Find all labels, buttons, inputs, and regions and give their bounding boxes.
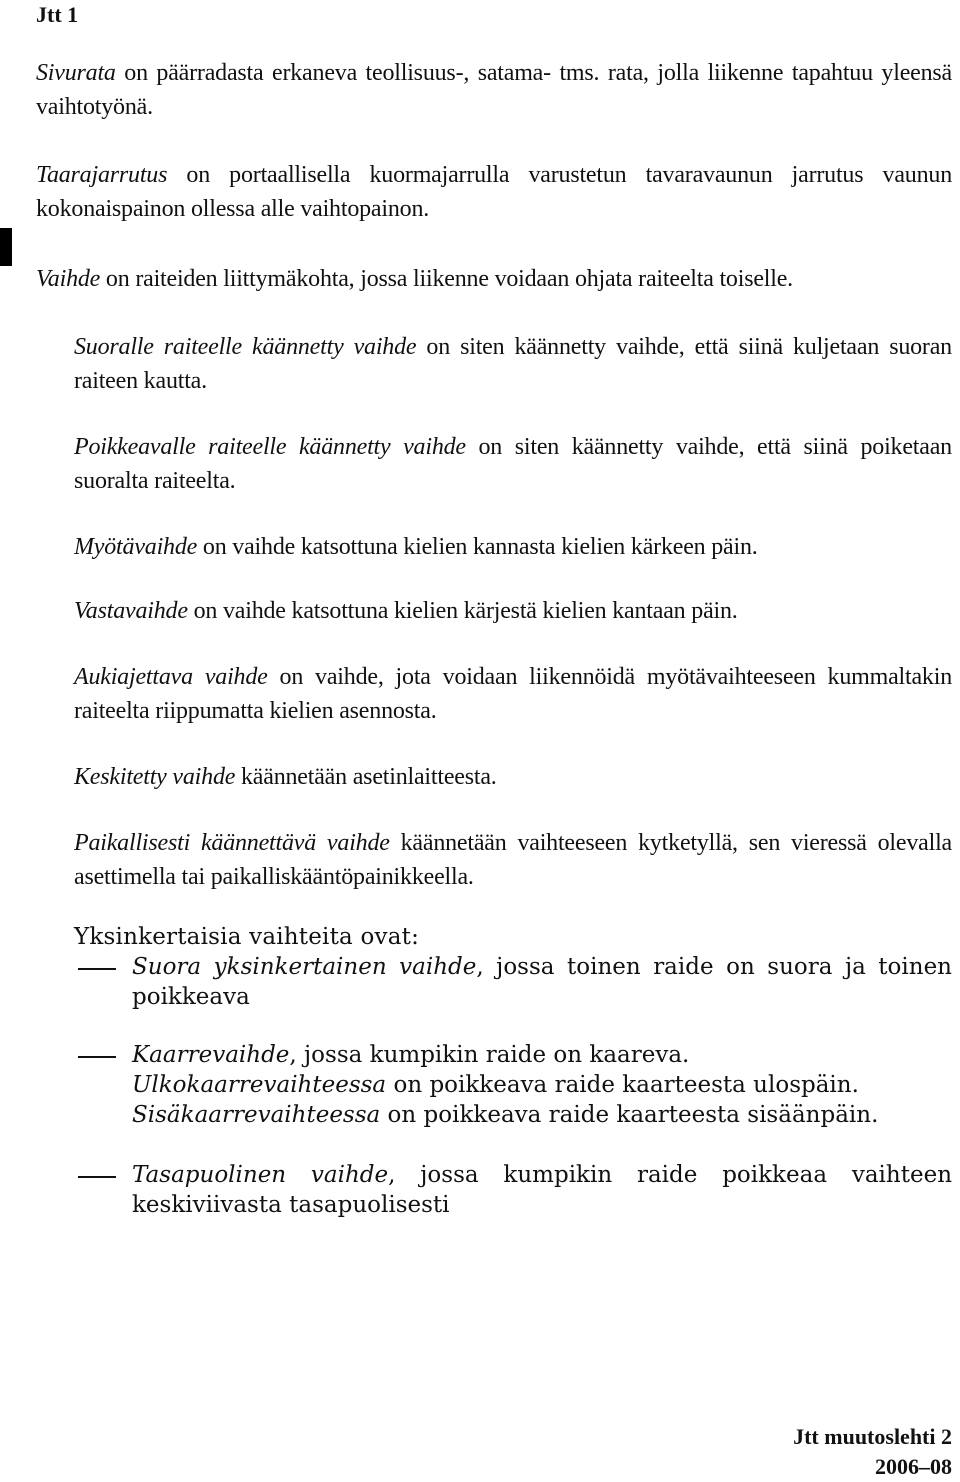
list-item-kaarrevaihde bbox=[74, 1040, 952, 1130]
footer-revision: Jtt muutoslehti 2 bbox=[793, 1424, 952, 1449]
definition-text: , jossa toinen raide on suora ja toinen poikkeava bbox=[132, 954, 952, 1010]
definition-suoralle-raiteelle bbox=[74, 330, 952, 398]
term: Sisäkaarrevaihteessa bbox=[132, 1102, 381, 1128]
term: Aukiajettava vaihde bbox=[74, 664, 268, 690]
definition-text: käännetään vaihteeseen kytketyllä, sen vieressä olevalla asettimella tai paikalliskääntöpainikkeella. bbox=[74, 830, 952, 890]
definition-text: on vaihde katsottuna kielien kannasta kielien kärkeen päin. bbox=[197, 534, 758, 560]
term: Suoralle raiteelle käännetty vaihde bbox=[74, 334, 417, 360]
definition-text: on poikkeava raide kaarteesta sisäänpäin. bbox=[380, 1102, 879, 1128]
page-header: Jtt 1 bbox=[36, 2, 79, 27]
definition-text: on vaihde katsottuna kielien kärjestä kielien kantaan päin. bbox=[187, 598, 738, 624]
definition-aukiajettava-vaihde bbox=[74, 660, 952, 728]
definition-myotavaihde bbox=[74, 530, 952, 564]
term: Sivurata bbox=[36, 60, 116, 86]
definition-text: , jossa kumpikin raide on kaareva. bbox=[289, 1042, 690, 1068]
term: Poikkeavalle raiteelle käännetty vaihde bbox=[74, 434, 466, 460]
definition-text: käännetään asetinlaitteesta. bbox=[235, 764, 497, 790]
list-item-text bbox=[132, 952, 952, 1012]
change-bar-marker bbox=[0, 228, 12, 266]
term: Ulkokaarrevaihteessa bbox=[132, 1072, 387, 1098]
list-item-text bbox=[132, 1160, 952, 1220]
term: Paikallisesti käännettävä vaihde bbox=[74, 830, 390, 856]
definition-text: on päärradasta erkaneva teollisuus-, satama- tms. rata, jolla liikenne tapahtuu yleensä vaihtotyönä. bbox=[36, 60, 952, 120]
term: Vastavaihde bbox=[74, 598, 188, 624]
definition-text: on vaihde, jota voidaan liikennöidä myötävaihteeseen kummaltakin raiteelta riippumatta kielien asennosta. bbox=[74, 664, 952, 724]
definition-text: on raiteiden liittymäkohta, jossa liikenne voidaan ohjata raiteelta toiselle. bbox=[100, 266, 793, 292]
definition-text: on siten käännetty vaihde, että siinä kuljetaan suoran raiteen kautta. bbox=[74, 334, 952, 394]
term: Tasapuolinen vaihde bbox=[132, 1162, 389, 1188]
term: Keskitetty vaihde bbox=[74, 764, 236, 790]
definition-text: on siten käännetty vaihde, että siinä poiketaan suoralta raiteelta. bbox=[74, 434, 952, 494]
list-item-tasapuolinen bbox=[74, 1160, 952, 1220]
list-item-suora-yksinkertainen bbox=[74, 952, 952, 1012]
definition-vaihde bbox=[36, 262, 952, 296]
list-intro: Yksinkertaisia vaihteita ovat: bbox=[74, 924, 420, 950]
footer-date: 2006–08 bbox=[875, 1454, 952, 1479]
definition-text: on poikkeava raide kaarteesta ulospäin. bbox=[386, 1072, 859, 1098]
definition-vastavaihde bbox=[74, 594, 952, 628]
term: Vaihde bbox=[36, 266, 101, 292]
term: Kaarrevaihde bbox=[132, 1042, 290, 1068]
term: Taarajarrutus bbox=[36, 162, 168, 188]
definition-keskitetty-vaihde bbox=[74, 760, 952, 794]
definition-text: , jossa kumpikin raide poikkeaa vaihteen keskiviivasta tasapuolisesti bbox=[132, 1162, 953, 1218]
list-subitem bbox=[132, 1070, 952, 1100]
list-item-text bbox=[132, 1040, 952, 1070]
definition-text: on portaallisella kuormajarrulla varustetun tavaravaunun jarrutus vaunun kokonaispainon ollessa alle vaihtopainon. bbox=[36, 162, 952, 222]
definition-taarajarrutus bbox=[36, 158, 952, 226]
definition-sivurata bbox=[36, 56, 952, 124]
list-subitem bbox=[132, 1100, 952, 1130]
term: Myötävaihde bbox=[74, 534, 198, 560]
definition-poikkeavalle-raiteelle bbox=[74, 430, 952, 498]
definition-paikallisesti-kaannettava bbox=[74, 826, 952, 894]
term: Suora yksinkertainen vaihde bbox=[132, 954, 477, 980]
